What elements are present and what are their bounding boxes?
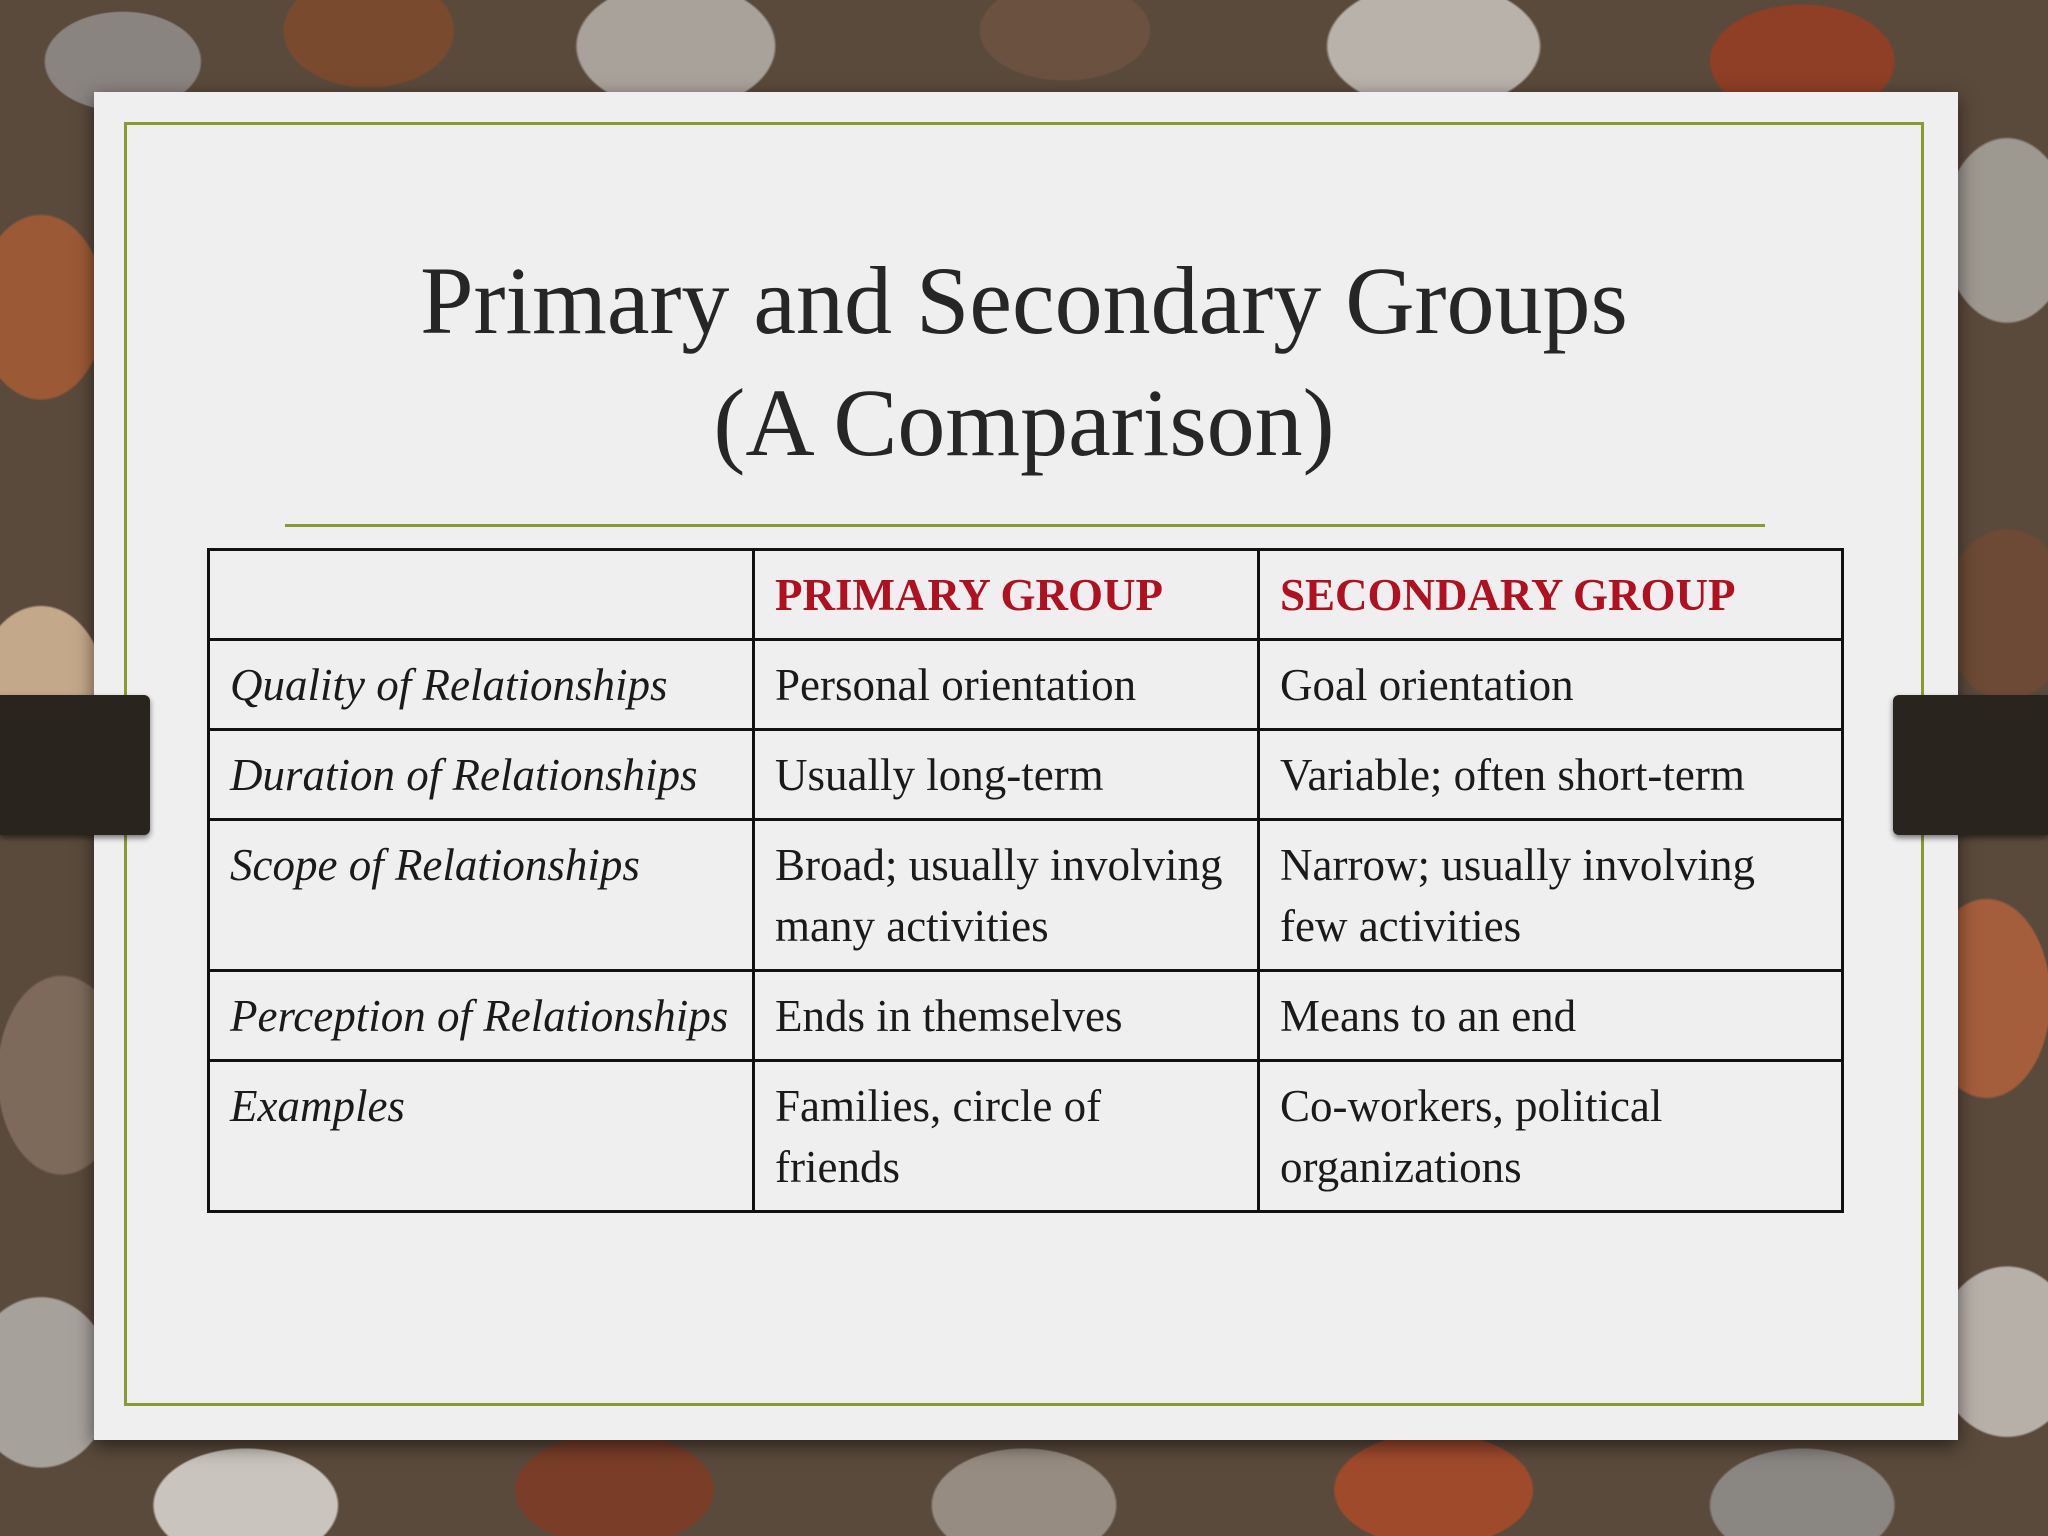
primary-cell: Broad; usually involving many activities [754,820,1259,971]
row-label: Perception of Relationships [209,971,754,1061]
secondary-cell: Means to an end [1259,971,1843,1061]
comparison-table [207,548,1844,1213]
secondary-cell: Goal orientation [1259,640,1843,730]
title-divider [285,524,1765,527]
table-row [209,820,1843,971]
primary-cell: Personal orientation [754,640,1259,730]
row-label: Examples [209,1061,754,1212]
table-row [209,640,1843,730]
slide-title-line-2: (A Comparison) [713,369,1335,476]
primary-cell: Usually long-term [754,730,1259,820]
secondary-cell: Co-workers, political organizations [1259,1061,1843,1212]
slide-title-line-1: Primary and Secondary Groups [420,247,1628,354]
table-header-row [209,550,1843,640]
table-row [209,971,1843,1061]
table-row [209,730,1843,820]
row-label: Quality of Relationships [209,640,754,730]
row-label: Scope of Relationships [209,820,754,971]
row-label: Duration of Relationships [209,730,754,820]
secondary-cell: Variable; often short-term [1259,730,1843,820]
right-binder-clip [1893,695,2048,835]
table-row [209,1061,1843,1212]
primary-cell: Families, circle of friends [754,1061,1259,1212]
left-binder-clip [0,695,150,835]
header-empty-cell [209,550,754,640]
header-secondary-group: SECONDARY GROUP [1259,550,1843,640]
slide-title [0,240,2048,484]
primary-cell: Ends in themselves [754,971,1259,1061]
header-primary-group: PRIMARY GROUP [754,550,1259,640]
secondary-cell: Narrow; usually involving few activities [1259,820,1843,971]
